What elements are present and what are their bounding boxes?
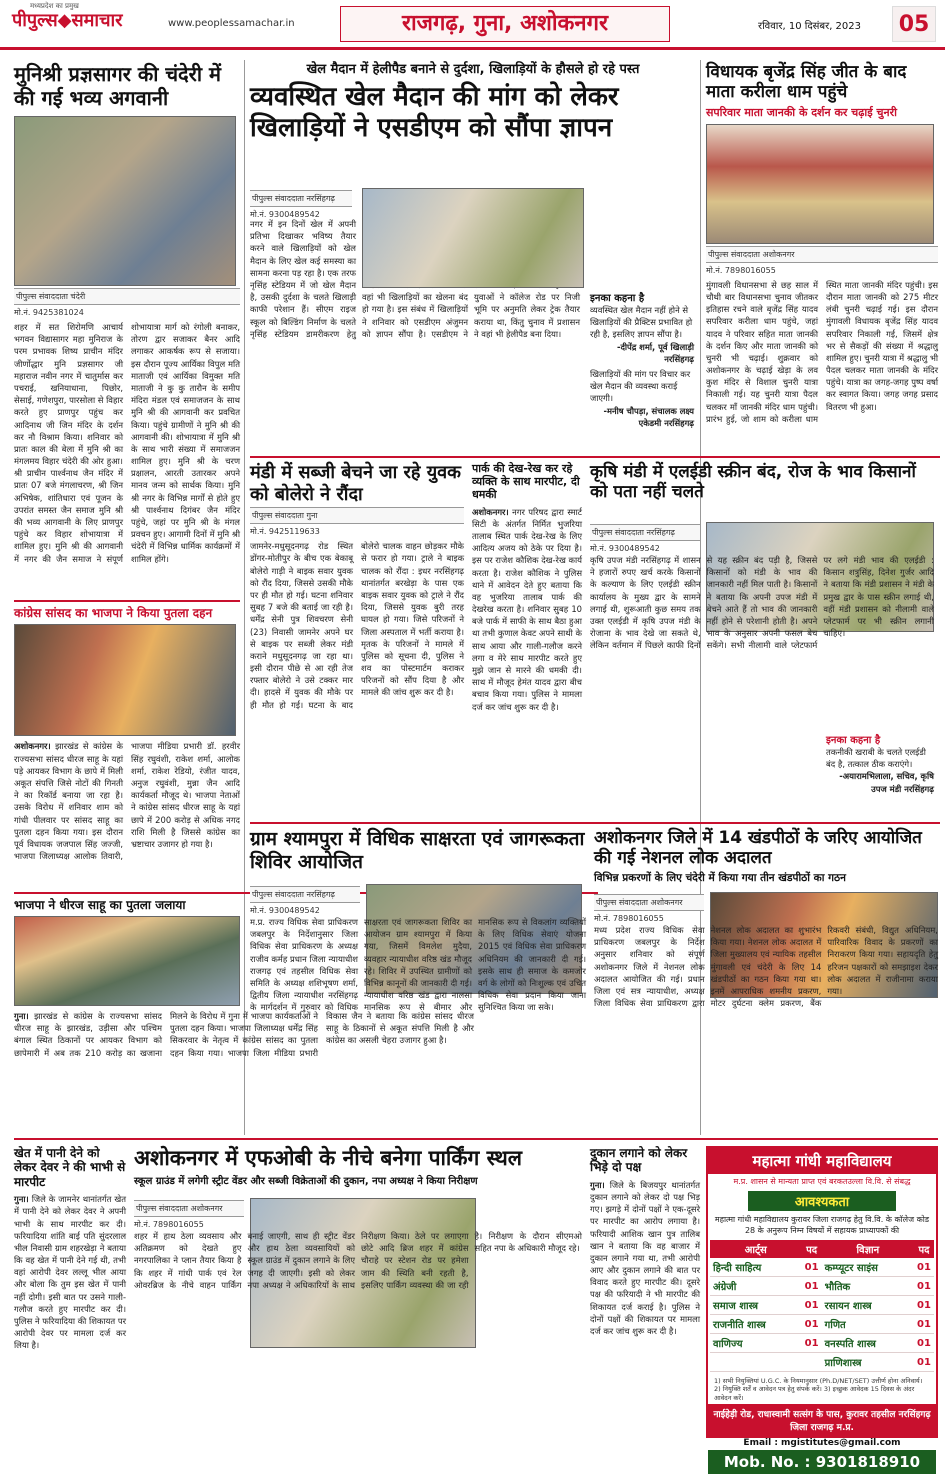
kicker: खेल मैदान में हेलीपैड बनाने से दुर्दशा, खिलाड़ियों के हौसले हो रहे पस्त [306, 62, 640, 77]
photo-chunari-yatra [706, 124, 934, 244]
quote: तकनीकी खराबी के चलते एलईडी बंद है, तत्काल ठीक कराएंगे। [826, 747, 926, 770]
post-count: 01 [914, 1296, 934, 1315]
story-text: नगर परिषद द्वारा स्मार्ट सिटी के अंतर्गत निर्मित भुजरिया तालाब स्थित पार्क देख-रेख के लिए आदित्य अजय को ठेके पर दिया है। इस पर राजेश कौशिक देख-रेख कार्य करता है। राजेश कौशिक ने पुलिस थाने में आवेदन देते हुए बताया कि वह भुजरिया तालाब पार्क की देखरेख करता है। शनिवार सुबह 10 बजे पार्क में साफी के साथ बैठा हुआ था तभी कुणाल केवट अपने साथी के साथ आया और गाली-गलौज करने लगा व मेरे साथ मारपीट करते हुए मुझे जान से मारने की धमकी दी। साथ में मौजूद हेमंत यादव द्वारा बीच बचाव किया गया। पुलिस ने मामला दर्ज कर जांच शुरू कर दी है। [472, 506, 582, 712]
headline: खेत में पानी देने को लेकर देवर ने की भाभी से मारपीट [14, 1146, 126, 1189]
mobile-number: मो.नं. 9425381024 [14, 308, 84, 317]
post-count: 01 [802, 1315, 822, 1334]
ad-address: नाईहेड़ी रोड, राधास्वामी सत्संग के पास, कुरावर तहसील नरसिंहगढ़ जिला राजगढ़ म.प्र. [708, 1404, 936, 1436]
post-count: 01 [802, 1334, 822, 1353]
subject: राजनीति शास्त्र [710, 1315, 802, 1334]
table-row [710, 1277, 934, 1296]
photo-protest [14, 916, 240, 1006]
quote-title: इनका कहना है [826, 735, 881, 746]
story-body: मुंगावली विधानसभा से छह साल में चौथी बार विधानसभा चुनाव जीतकर इतिहास रचने वाले बृजेंद्र सिंह यादव सपरिवार करीला धाम पहुंचे, जहां यादव ने परिवार सहित माता जानकी के दर्शन किए और माता जानकी को चुनरी भी चढ़ाई। शुक्रवार को अशोकनगर के चढ़ाई खेड़ा के लव कुश मंदिर से विशाल चुनरी यात्रा निकाली गई। यह चुनरी यात्रा पैदल चलकर माँ जानकी मंदिर धाम पहुंची। प्रारंभ हुई, जो शाम को करीला धाम स्थित माता जानकी मंदिर पहुंची। इस दौरान माता जानकी को 275 मीटर लंबी चुनरी चढ़ाई गई। इस दौरान मुंगावली विधायक बृजेंद्र सिंह यादव सपरिवार निकाली गई, जिसमें क्षेत्र भर से सैकड़ों की संख्या में श्रद्धालु शामिल हुए। चुनरी यात्रा में श्रद्धालु भी पैदल चलकर माता जानकी के मंदिर पहुंचे। यात्रा का जगह-जगह पुष्प वर्षा कर स्वागत किया। जगह जगह प्रसाद वितरण भी हुआ। [706, 279, 938, 424]
section-title: राजगढ़, गुना, अशोकनगर [340, 6, 670, 42]
masthead [0, 0, 945, 50]
subheadline: विभिन्न प्रकरणों के लिए चंदेरी में किया गया तीन खंडपीठों का गठन [594, 871, 846, 884]
quote-title: इनका कहना है [590, 293, 645, 304]
section-rule [250, 456, 940, 458]
byline: पीपुल्स संवाददाता गुना [250, 507, 464, 524]
headline: मंडी में सब्जी बेचने जा रहे युवक को बोलेरो ने रौंदा [250, 462, 461, 505]
headline: कृषि मंडी में एलईडी स्क्रीन बंद, रोज के भाव किसानों को पता नहीं चलते [590, 462, 916, 503]
mobile-number: मो.नं. 7898016055 [594, 914, 664, 923]
story-legal-literacy-camp [250, 828, 586, 1133]
story-playground-demand [250, 62, 696, 452]
college-recruitment-ad[interactable] [706, 1146, 938, 1472]
headline: पार्क की देख-रेख कर रहे व्यक्ति के साथ मारपीट, दी धमकी [472, 462, 580, 502]
story-park-assault [472, 462, 582, 817]
headline: अशोकनगर जिले में 14 खंडपीठों के जरिए आयोजित की गई नेशनल लोक अदालत [594, 828, 922, 869]
story-body: कृषि उपज मंडी नरसिंहगढ़ में शासन ने हजारों रुपए खर्च करके किसानों के कल्याण के लिए एलईडी स्क्रीन कार्यालय के मुख्य द्वार के सामने लगाई थी, शुरूआती कुछ समय तक उक्त एलईडी में कृषि उपज मंडी के रोजाना के भाव देखे जा सकते थे, लेकिन वर्तमान में पिछले काफी दिनों से यह स्क्रीन बंद पड़ी है, जिससे किसानों को मंडी के भाव की जानकारी नहीं मिल पाती है। किसानों ने बताया कि अपनी उपज मंडी में बेचने आते हैं तो भाव की जानकारी नहीं होने से परेशानी होती है। अपने भाव के अनुसार अपनी फसल बेच सकेंगे। सभी नीलामी वाले प्लेटफार्म पर लगे मंडी भाव की एलईडी : किसान शत्रुसिंह, दिनेश गुर्जर आदि ने बताया कि मंडी प्रशासन ने मंडी के प्रमुख द्वार के पास स्क्रीन लगाई थी, वहीं मंडी प्रशासन को नीलामी वाले प्लेटफार्म पर भी स्क्रीन लगानी चाहिए। [590, 555, 934, 651]
ad-affiliation: म.प्र. शासन से मान्यता प्राप्त एवं बरकतउल्ला वि.वि. से संबद्ध [733, 1177, 911, 1186]
quotes-box [826, 732, 934, 816]
photo-effigy-burning [14, 624, 236, 736]
post-count [802, 1353, 822, 1372]
subheadline: सपरिवार माता जानकी के दर्शन कर चढ़ाई चुनरी [706, 105, 897, 119]
byline: पीपुल्स संवाददाता नरसिंहगढ़ [250, 190, 352, 207]
story-text: जिले के जामनेर थानांतर्गत खेत में पानी देने को लेकर देवर ने अपनी भाभी के साथ मारपीट कर दी। फरियादिया शांति बाई पति सुंदरलाल भील निवासी ग्राम शहरखेड़ा ने बताया कि वह खेत में पानी देने गई थी, तभी वहां आरोपी देवर लल्लू भील आया और बोला कि तुम इस खेत में पानी नहीं दोगी। इसी बात पर उसने गाली-गलौज करते हुए मारपीट कर दी। पुलिस ने फरियादिया की शिकायत पर आरोपी देवर पर मामला दर्ज कर लिया है। [14, 1194, 126, 1351]
story-lok-adalat [594, 828, 938, 1133]
vacancy-table [710, 1240, 934, 1372]
post-count: 01 [802, 1258, 822, 1277]
story-body: शहर में सत शिरोमणि आचार्य भगवन विद्यासागर महा मुनिराज के परम प्रभावक शिष्य प्राचीन मंदिर जीर्णोद्धार मुनि प्रज्ञसागर जी महाराज नवीन नगर में चातुर्मास कर पचराई, खनियाधाना, पिछोर, सेसाई, गणेशपुरा, पारसोला से विहार करते हुए प्राणपुर पहुंच कर आदिनाथ जी जिन मंदिर के दर्शन कर नौ विश्राम किया। शनिवार को प्रातः काल की बेला में मुनि श्री का मंगलमय विहार चंदेरी की ओर हुआ। श्री प्राचीन पार्श्वनाथ जैन मंदिर में प्रातः 07 बजे मंगलाचरण, श्री जिन अभिषेक, शांतिधारा एवं पूजन के उपरांत समस्त जैन समाज मुनि श्री की भव्य आगवानी के लिए प्राणपुर पहुंचे कर विहार शोभायात्रा में शामिल हुए। मुनि श्री की आगवानी में नगर की जैन समाज ने संपूर्ण शोभायात्रा मार्ग को रंगोली बनाकर, तोरण द्वार सजाकर बैनर आदि लगाकर आकर्षक रूप से सजाया। इस दौरान पूज्य आर्यिका विपुल मति माताजी एवं आर्यिका विमुक्त मति माताजी ने कु कु तारौन के समीप मंदिरा मंडल एवं समाजजन के साथ मुनि श्री की आगवानी कर प्रवचित किया। पहुंचे ग्रामीणों ने मुनि श्री की आगवानी की। शोभायात्रा में मुनि श्री के साथ भारी संख्या में समाजजन शामिल हुए। मुनि श्री के चरण प्रक्षालन, आरती उतारकर अपने मानव जन्म को सार्थक किया। मुनि श्री नगर के विभिन्न मार्गों से होते हुए श्री पार्श्वनाथ दिगंबर जैन मंदिर पहुंचे, जहां पर मुनि श्री के मंगल प्रवचन हुए। आगामी दिनों में मुनि श्री चंदेरी में विभिन्न धार्मिक कार्यक्रमों में शामिल होंगे। [14, 322, 240, 564]
subheadline: स्कूल ग्राउंड में लगेगी स्ट्रीट वेंडर और सब्जी विक्रेताओं की दुकान, नपा अध्यक्ष ने किया निरीक्षण [134, 1176, 478, 1188]
headline: कांग्रेस सांसद का भाजपा ने किया पुतला दहन [14, 606, 213, 620]
subject [710, 1353, 802, 1372]
mobile-number: मो.नं. 7898016055 [134, 1220, 204, 1229]
subject: गणित [822, 1315, 914, 1334]
quote-1: व्यवस्थित खेल मैदान नहीं होने से खिलाड़ियों की प्रैक्टिस प्रभावित हो रही है, इसलिए ज्ञापन सौंपा है। [590, 305, 693, 340]
byline: पीपुल्स संवाददाता चंदेरी [14, 288, 240, 305]
subject: अंग्रेजी [710, 1277, 802, 1296]
post-count: 01 [914, 1258, 934, 1277]
table-row [710, 1296, 934, 1315]
issue-date: रविवार, 10 दिसंबर, 2023 [758, 21, 862, 32]
subject: प्राणिशास्त्र [822, 1353, 914, 1372]
post-count: 01 [802, 1277, 822, 1296]
mobile-number: मो.नं. 9300489542 [250, 906, 320, 915]
post-count: 01 [914, 1334, 934, 1353]
story-shop-dispute [590, 1146, 700, 1438]
headline: मुनिश्री प्रज्ञसागर की चंदेरी में की गई भव्य अगवानी [14, 62, 221, 110]
table-row [710, 1334, 934, 1353]
quote-2-name: -मनीष चौपड़ा, संचालक लक्ष्य एकेडमी नरसिंहगढ़ [603, 405, 694, 428]
story-text: झारखंड से कांग्रेस के राज्यसभा सांसद धीरज साहू के झारखंड, उड़ीसा और पश्चिम बंगाल स्थित ठिकानों पर आयकर विभाग को छापेमारी में अब तक 210 करोड़ का खजाना मिलने के विरोध में गुना में भाजपा कार्यकर्ताओं ने पुतला दहन किया। भाजपा जिलाध्यक्ष धर्मेंद्र सिंह सिकरवार के नेतृत्व में कांग्रेस सांसद का पुतला दहन किया गया। भाजपा जिला मीडिया प्रभारी विकास जैन ने बताया कि कांग्रेस सांसद धीरज साहू के ठिकानों से अकूत संपत्ति मिली है और कांग्रेस का असली चेहरा उजागर हुआ है। [14, 1011, 474, 1058]
subject: कम्प्यूटर साइंस [822, 1258, 914, 1277]
photo-players-memorandum [362, 188, 584, 288]
table-row [710, 1315, 934, 1334]
story-body: नगर में इन दिनों खेल में अपनी प्रतिभा दिखाकर भविष्य तैयार करने वाले खिलाड़ियों को खेल मैदान के लिए खेल कई समस्या का सामना करना पड़ रहा है। एक तरफ नृसिंह स्टेडियम में जो खेल मैदान है, उसकी दुर्दशा के चलते खिलाड़ी काफी परेशान हैं। सीएम राइज स्कूल को बिल्डिंग निर्माण के चलते नृसिंह स्टेडियम डामरीकरण हेतु वहां भी खिलाड़ियों का खेलना बंद हो गया है। इस संबंध में खिलाड़ियों ने शनिवार को एसडीएम अंजुमन को ज्ञापन सौंपा है। एसडीएम ने युवाओं ने कॉलेज रोड पर निजी भूमि पर अनुमति लेकर ट्रेक तैयार कराया था, किंतु चुनाव में प्रशासन ने वहां भी हेलीपैड बना दिया। [250, 219, 580, 339]
col-post: पद [914, 1240, 934, 1258]
dateline: अशोकनगर। [472, 506, 509, 517]
subject: समाज शास्त्र [710, 1296, 802, 1315]
story-body [14, 1193, 126, 1428]
byline: पीपुल्स संवाददाता अशोकनगर [594, 894, 704, 911]
subject: वाणिज्य [710, 1334, 802, 1353]
byline: पीपुल्स संवाददाता अशोकनगर [134, 1200, 244, 1217]
story-sister-in-law-assault [14, 1146, 126, 1438]
subject: हिन्दी साहित्य [710, 1258, 802, 1277]
story-body [472, 506, 582, 806]
story-text: झारखंड से कांग्रेस के राज्यसभा सांसद धीरज साहू के यहां पड़े आयकर विभाग के छापे में मिली अकूत संपत्ति जिसे नोटों की गिनती ने का रिकॉर्ड बनाया जा रहा है। उसके विरोध में शनिवार शाम को गांधी पीलवार पर सांसद साहू का पुतला दहन किया गया। इस दौरान पूर्व विधायक जजपाल सिंह जज्जी, भाजपा जिलाध्यक्ष आलोक तिवारी, भाजपा मीडिया प्रभारी डॉ. हरवीर सिंह रघुवंशी, राकेश शर्मा, आलोक शर्मा, राकेश रेडियो, रंजीत यादव, अनुज रघुवंशी, मुन्ना जैन आदि कार्यकर्ता मौजूद थे। भाजपा नेताओं ने कांग्रेस सांसद धीरज साहू के यहां छापे में 200 करोड़ से अधिक नगद राशि मिली है जिससे कांग्रेस का भ्रष्टाचार उजागर हो गया है। [14, 741, 240, 862]
subject: भौतिक [822, 1277, 914, 1296]
dateline: गुना। [14, 1194, 29, 1205]
post-count: 01 [802, 1296, 822, 1315]
headline: दुकान लगाने को लेकर भिड़े दो पक्ष [590, 1146, 688, 1175]
byline: पीपुल्स संवाददाता अशोकनगर [706, 246, 938, 263]
story-text: जिले के बिजयपुर थानांतर्गत दुकान लगाने को लेकर दो पक्ष भिड़ गए। झगड़े में दोनों पक्षों ने एक-दूसरे पर मारपीट का आरोप लगाया है। फरियादी आशिक खान पुत्र तालिब खान ने बताया कि वह बाजार में दुकान लगाने गया था, तभी आरोपी आए और दुकान लगाने की बात पर विवाद करते हुए मारपीट की। दूसरे पक्ष की फरियादी ने भी मारपीट की शिकायत दर्ज कराई है। पुलिस ने दोनों पक्षों की शिकायत पर मामला दर्ज कर जांच शुरू कर दी है। [590, 1179, 700, 1337]
byline: पीपुल्स संवाददाता नरसिंहगढ़ [590, 524, 700, 541]
dateline: गुना। [14, 1011, 29, 1021]
section-rule [14, 1138, 938, 1140]
mobile-number: मो.नं. 9300489542 [250, 210, 320, 219]
photo-procession [14, 116, 236, 286]
headline: ग्राम श्यामपुरा में विधिक साक्षरता एवं जागरूकता शिविर आयोजित [250, 828, 585, 873]
post-count: 01 [914, 1353, 934, 1372]
subject: वनस्पति शास्त्र [822, 1334, 914, 1353]
table-row [710, 1353, 934, 1372]
ad-title: महात्मा गांधी महाविद्यालय [708, 1148, 936, 1174]
story-body: मध्य प्रदेश राज्य विधिक सेवा प्राधिकरण जबलपुर के निर्देश अनुसार शनिवार को संपूर्ण अशोकनगर जिले में नेशनल लोक अदालत आयोजित की गई। प्रधान जिला एवं सत्र न्यायाधीश, अध्यक्ष जिला विधिक सेवा प्राधिकरण द्वारा नेशनल लोक अदालत का शुभारंभ किया गया। नेशनल लोक अदालत में जिला मुख्यालय एवं न्यायिक तहसील मुंगावली एवं चंदेरी के लिए 14 खंडपीठों का गठन किया गया था। इनमें आपराधिक शमनीय प्रकरण, मोटर दुर्घटना क्लेम प्रकरण, बैंक रिकवरी संबंधी, विद्युत अधिनियम, पारिवारिक विवाद के प्रकरणों का निराकरण किया गया। सहायदृति हेतु हरिजन पक्षकारों को समझाइश देकर लोक अदालत में राजीनामा कराया गया। [594, 925, 938, 1009]
story-fob-parking [134, 1146, 582, 1438]
table-row [710, 1258, 934, 1277]
story-body: म.प्र. राज्य विधिक सेवा प्राधिकरण जबलपुर के निर्देशानुसार जिला विधिक सेवा प्राधिकरण के अध्यक्ष राजीव कर्मह प्रधान जिला न्यायाधीश राजगढ़ एवं तहसील विधिक सेवा समिति के अध्यक्ष शशिभूषण शर्मा, द्वितीय जिला न्यायाधीश नरसिंहगढ़ के मार्गदर्शन में गुरुवार को विधिक साक्षरता एवं जागरूकता शिविर का आयोजन ग्राम श्यामपुरा में किया गया, जिसमें विमलेश मुदैया, व्यवहार न्यायाधीश वरिष्ठ खंड मौजूद रहे। शिविर में उपस्थित ग्रामीणों को विभिन्न कानूनों की जानकारी दी गई। न्यायाधीश वरिष्ठ खंड द्वारा नालसा मानसिक रूप से बीमार और मानसिक रूप से विकलांग व्यक्तियों के लिए विधिक सेवाएं योजना 2015 एवं विधिक सेवा प्राधिकरण अधिनियम की जानकारी दी गई। इसके साथ ही समाज के कमजोर वर्ग के लोगों को निःशुल्क एवं उचित विधिक सेवा प्रदान किया जाना सुनिश्चित किया जा सके। [250, 917, 586, 1013]
story-body: शहर में हाथ ठेला व्यवसाय और अतिक्रमण को देखते हुए नगरपालिका ने प्लान तैयार किया है कि शहर में गांधी पार्क एवं रेल ओवरब्रिज के नीचे वाहन पार्किंग बनाई जाएगी, साथ ही स्ट्रीट वेंडर और हाथ ठेला व्यवसायियों को स्कूल ग्राउंड में दुकान लगाने के लिए जगह दी जाएगी। इसी को लेकर नपा अध्यक्ष ने अधिकारियों के साथ निरीक्षण किया। ठेले पर लगाएगा छोटे आदि ब्रिज शहर में कांग्रेस चौराहे पर स्टेशन रोड पर हमेशा जाम की स्थिति बनी रहती है, इसलिए पार्किंग व्यवस्था की जा रही है। निरीक्षण के दौरान सीएमओ सहित नपा के अधिकारी मौजूद रहे। [134, 1231, 582, 1290]
post-count: 01 [914, 1315, 934, 1334]
mobile-number: मो.नं. 9300489542 [590, 544, 660, 553]
subject: रसायन शास्त्र [822, 1296, 914, 1315]
ad-email[interactable]: Email : mgistitutes@gmail.com [743, 1438, 901, 1449]
post-count: 01 [914, 1277, 934, 1296]
story-mla-karila-dham [706, 62, 938, 452]
col-arts: आर्ट्स [710, 1240, 802, 1258]
quote-2: खिलाड़ियों की मांग पर विचार कर खेल मैदान की व्यवस्था कराई जाएगी। [590, 368, 691, 404]
ad-requirement: आवश्यकता [748, 1191, 896, 1211]
col-science: विज्ञान [822, 1240, 914, 1258]
dateline: गुना। [590, 1179, 605, 1190]
headline: भाजपा ने धीरज साहू का पुतला जलाया [14, 898, 186, 912]
headline: अशोकनगर में एफओबी के नीचे बनेगा पार्किंग स्थल [134, 1146, 523, 1170]
ad-notes: 1) सभी नियुक्तियां U.G.C. के नियमानुसार (Ph.D/NET/SET) उत्तीर्ण होना अनिवार्य। 2) नियुक्ति शर्तें व आवेदन पत्र हेतु संपर्क करें। 3) इच्छुक आवेदक 15 दिवस के अंदर आवेदन करें। [714, 1377, 923, 1402]
mobile-number: मो.नं. 7898016055 [706, 265, 776, 275]
dateline: अशोकनगर। [14, 741, 51, 752]
col-post: पद [802, 1240, 822, 1258]
page-number: 05 [892, 6, 936, 42]
newspaper-logo[interactable]: पीपुल्स◆समाचार [12, 10, 123, 31]
website-url[interactable]: www.peoplessamachar.in [168, 18, 295, 29]
masthead-tagline: मध्यप्रदेश का प्रमुख [30, 2, 79, 10]
headline: विधायक बृजेंद्र सिंह जीत के बाद माता करीला धाम पहुंचे [706, 62, 907, 103]
story-body: जामनेर-मधुसूदनगढ़ रोड स्थित डोंगर-मोतीपुर के बीच एक बेकाबू बोलेरो गाड़ी ने बाइक सवार युवक को रौंद दिया, जिससे उसकी मौके पर ही मौत हो गई। घटना शनिवार सुबह 7 बजे की बताई जा रही है। धर्मेंद्र सेनी पुत्र शिवचरण सेनी (23) निवासी जामनेर अपने घर से बाइक पर सब्जी लेकर मंडी कराने मधुसूदनगढ़ जा रहा था। इसी दौरान पीछे से आ रही तेज रफ्तार बोलेरो ने उसे टक्कर मार दी। हादसे में युवक की मौके पर ही मौत हो गई। घटना के बाद बोलेरो चालक वाहन छोड़कर मौके से फरार हो गया। ट्राले ने बाइक चालक को रौंदा : इधर नरसिंहगढ़ थानांतर्गत बरखेड़ा के पास एक बाइक सवार युवक को ट्राले ने रौंद दिया, जिससे युवक बुरी तरह घायल हो गया। जिसे परिजनों ने जिला अस्पताल में भर्ती कराया है। मृतक के परिजनों ने मामले में पुलिस को सूचना दी, पुलिस ने शव का पोस्टमार्टम कराकर परिजनों को सौंप दिया है और मामले की जांच शुरू कर दी है। [250, 541, 464, 710]
story-body [14, 740, 240, 890]
story-mandi-led-screen [590, 462, 938, 817]
story-body [590, 1179, 700, 1424]
section-rule [250, 822, 940, 824]
story-bolero-accident [250, 462, 464, 817]
quote-1-name: -दीपेंद्र शर्मा, पूर्व खिलाड़ी नरसिंहगढ़ [616, 341, 694, 364]
quotes-box [590, 290, 694, 450]
logo-part-b: समाचार [71, 10, 123, 31]
headline: व्यवस्थित खेल मैदान की मांग को लेकर खिलाड़ियों ने एसडीएम को सौंपा ज्ञापन [250, 81, 619, 143]
byline: पीपुल्स संवाददाता नरसिंहगढ़ [250, 886, 360, 903]
quote-name: -अयारामभिलाला, सचिव, कृषि उपज मंडी नरसिंहगढ़ [839, 771, 934, 794]
story-muni-agwani [14, 62, 240, 592]
ad-mobile[interactable]: Mob. No. : 9301818910 [708, 1450, 936, 1474]
logo-part-a: पीपुल्स [12, 10, 58, 31]
ad-info: महात्मा गांधी महाविद्यालय कुरावर जिला राजगढ़ हेतु वि.वि. के कॉलेज कोड 28 के अनुरूप निम्न विषयों में सहायक प्राध्यापकों की [714, 1215, 930, 1235]
mobile-number: मो.नं. 9425119633 [250, 527, 320, 537]
story-congress-effigy [14, 600, 240, 885]
